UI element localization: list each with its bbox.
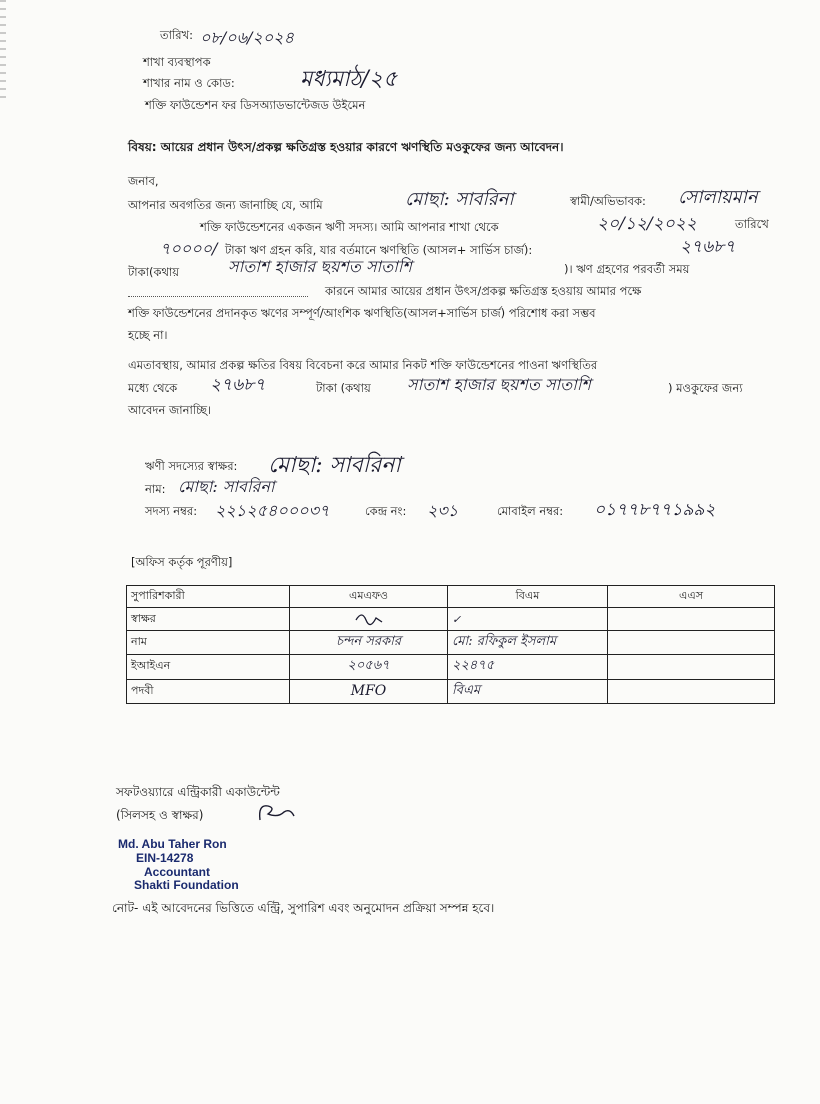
as-cell bbox=[608, 679, 775, 703]
loan-date-handwritten: ২০/১২/২০২২ bbox=[597, 214, 697, 234]
waiver-words-handwritten: সাতাশ হাজার ছয়শত সাতাশি bbox=[407, 375, 591, 394]
seal-signature-label: (সিলসহ ও স্বাক্ষর) bbox=[116, 808, 204, 822]
para2-line-2b: টাকা (কথায় bbox=[316, 381, 371, 395]
scan-edge-marks bbox=[0, 0, 6, 100]
body-line-6: শক্তি ফাউন্ডেশনের প্রদানকৃত ঋণের সম্পূর্ণ/আংশিক ঋণস্থিতি(আসল+সার্ভিস চার্জ) পরিশোধ করা সম্ভব bbox=[128, 306, 596, 320]
entry-accountant-label: সফটওয়্যারে এন্ট্রিকারী একাউন্টেন্ট bbox=[116, 785, 280, 799]
as-cell bbox=[608, 630, 775, 654]
body-line-3a: টাকা ঋণ গ্রহন করি, যার বর্তমানে ঋণস্থিতি (আসল+ সার্ভিস চার্জ): bbox=[225, 243, 533, 257]
body-line-1b: স্বামী/অভিভাবক: bbox=[570, 194, 646, 208]
para2-line-2c: ) মওকুফের জন্য bbox=[668, 381, 743, 395]
member-name-handwritten: মোছা: সাবরিনা bbox=[405, 189, 514, 210]
table-header-row bbox=[127, 586, 775, 608]
bm-designation: বিএম bbox=[448, 679, 608, 703]
blank-line bbox=[128, 296, 308, 297]
date-label: তারিখ: bbox=[160, 28, 194, 42]
bm-signature: ✓ bbox=[448, 608, 608, 630]
waiver-amount-handwritten: ২৭৬৮৭ bbox=[210, 375, 266, 395]
row-label: পদবী bbox=[127, 679, 290, 703]
date-value: ০৮/০৬/২০২৪ bbox=[200, 28, 294, 47]
mfo-name: চন্দন সরকার bbox=[290, 630, 448, 654]
member-number-label: সদস্য নম্বর: bbox=[145, 504, 198, 518]
stamp-ein: EIN-14278 bbox=[136, 850, 194, 865]
mobile-value: ০১৭৭৮৭৭১৯৯২ bbox=[594, 500, 716, 520]
header-recommender: সুপারিশকারী bbox=[127, 586, 290, 608]
para2-line-2a: মধ্যে থেকে bbox=[128, 381, 178, 395]
signature-scribble-icon bbox=[354, 610, 384, 626]
table-row bbox=[127, 608, 775, 630]
stamp-title: Accountant bbox=[144, 864, 210, 879]
signature-label: ঋণী সদস্যের স্বাক্ষর: bbox=[145, 459, 238, 473]
header-mfo: এমএফও bbox=[290, 586, 448, 608]
bm-name: মো: রফিকুল ইসলাম bbox=[448, 630, 608, 654]
accountant-signature-icon bbox=[254, 800, 300, 826]
para2-line-1: এমতাবস্থায়, আমার প্রকল্প ক্ষতির বিষয় বিবেচনা করে আমার নিকট শক্তি ফাউন্ডেশনের পাওনা ঋণস্থিতির bbox=[128, 358, 598, 372]
guardian-handwritten: সোলায়মান bbox=[678, 187, 758, 208]
as-cell bbox=[608, 608, 775, 630]
accountant-stamp bbox=[118, 838, 288, 893]
header-as: এএস bbox=[608, 586, 775, 608]
mfo-ein: ২০৫৬৭ bbox=[290, 655, 448, 679]
body-line-4b: )। ঋণ গ্রহণের পরবর্তী সময় bbox=[564, 262, 690, 276]
body-line-4a: টাকা(কথায় bbox=[128, 265, 180, 279]
body-line-1a: আপনার অবগতির জন্য জানাচ্ছি যে, আমি bbox=[128, 198, 323, 212]
footer-note: নোট- এই আবেদনের ভিত্তিতে এন্ট্রি, সুপারিশ এবং অনুমোদন প্রক্রিয়া সম্পন্ন হবে। bbox=[112, 901, 495, 915]
salutation: জনাব, bbox=[128, 174, 159, 188]
row-label: ইআইএন bbox=[127, 655, 290, 679]
para2-line-3: আবেদন জানাচ্ছি। bbox=[128, 403, 212, 417]
stamp-org: Shakti Foundation bbox=[134, 878, 239, 893]
branch-label: শাখার নাম ও কোড: bbox=[143, 76, 235, 90]
row-label: নাম bbox=[127, 630, 290, 654]
body-line-2b: তারিখে bbox=[735, 217, 769, 231]
table-row bbox=[127, 630, 775, 654]
office-table bbox=[126, 585, 775, 704]
organization-line: শক্তি ফাউন্ডেশন ফর ডিসঅ্যাডভান্টেজড উইমেন bbox=[145, 98, 366, 112]
loan-amount-handwritten: ৭০০০০/ bbox=[160, 239, 218, 258]
body-line-7: হচ্ছে না। bbox=[128, 328, 168, 342]
addressee-title: শাখা ব্যবস্থাপক bbox=[143, 55, 211, 69]
center-value: ২৩১ bbox=[427, 501, 459, 520]
body-line-5: কারনে আমার আয়ের প্রধান উৎস/প্রকল্প ক্ষতিগ্রস্ত হওয়ায় আমার পক্ষে bbox=[325, 284, 642, 298]
bm-ein: ২২৪৭৫ bbox=[448, 655, 608, 679]
member-signature: মোছা: সাবরিনা bbox=[268, 453, 401, 478]
as-cell bbox=[608, 655, 775, 679]
center-label: কেন্দ্র নং: bbox=[365, 504, 407, 518]
mobile-label: মোবাইল নম্বর: bbox=[497, 504, 564, 518]
mfo-designation: MFO bbox=[290, 679, 448, 703]
mfo-signature bbox=[290, 608, 448, 630]
branch-value: মধ্যমাঠ/২৫ bbox=[300, 67, 398, 92]
member-number-value: ২২১২৫৪০০০৩৭ bbox=[215, 501, 330, 520]
table-row bbox=[127, 655, 775, 679]
balance-handwritten: ২৭৬৮৭ bbox=[680, 237, 736, 257]
header-bm: বিএম bbox=[448, 586, 608, 608]
stamp-name: Md. Abu Taher Ron bbox=[118, 837, 227, 851]
body-line-2a: শক্তি ফাউন্ডেশনের একজন ঋণী সদস্য। আমি আপনার শাখা থেকে bbox=[200, 220, 499, 234]
row-label: স্বাক্ষর bbox=[127, 608, 290, 630]
table-row bbox=[127, 679, 775, 703]
member-name-field: মোছা: সাবরিনা bbox=[178, 477, 275, 496]
subject-line: বিষয়: আয়ের প্রধান উৎস/প্রকল্প ক্ষতিগ্রস্ত হওয়ার কারণে ঋণস্থিতি মওকুফের জন্য আবেদন। bbox=[128, 140, 564, 154]
balance-words-handwritten: সাতাশ হাজার ছয়শত সাতাশি bbox=[228, 257, 412, 276]
office-caption: [অফিস কর্তৃক পূরণীয়] bbox=[131, 555, 233, 569]
name-label: নাম: bbox=[145, 482, 166, 496]
